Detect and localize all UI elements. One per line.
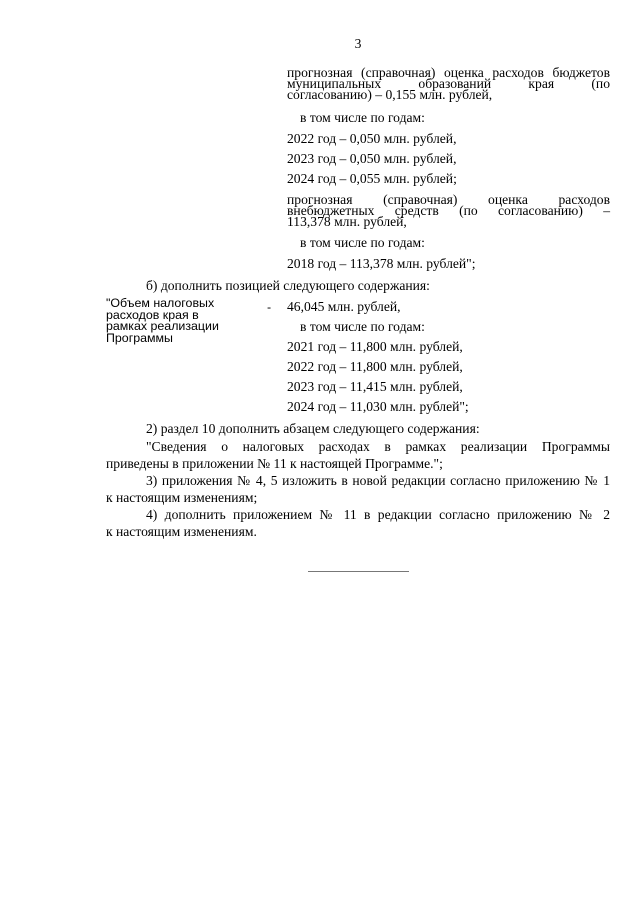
tax-position-label: [106, 298, 256, 344]
item-4-paragraph: [106, 506, 610, 540]
quote-line-1: "Сведения о налоговых расходах в рамках реализации Программы: [146, 439, 610, 454]
tax-label-line-1: "Объем налоговых: [106, 296, 215, 310]
separator-line: [308, 571, 409, 572]
item-2: 2) раздел 10 дополнить абзацем следующего содержания:: [146, 421, 480, 436]
by-years-label-2: в том числе по годам:: [300, 235, 425, 250]
tax-label-line-3: рамках реализации: [106, 319, 219, 334]
year-line-2023-a: 2023 год – 0,050 млн. рублей,: [287, 151, 457, 166]
page-number: 3: [354, 36, 362, 51]
forecast-offbudget-line-3: 113,378 млн. рублей,: [287, 214, 407, 229]
item-3-line-1: 3) приложения № 4, 5 изложить в новой редакции согласно приложению № 1: [146, 473, 610, 488]
item-3-paragraph: [106, 472, 610, 506]
tax-year-2023: 2023 год – 11,415 млн. рублей,: [287, 379, 463, 394]
quote-line-2: приведены в приложении № 11 к настоящей Программе.";: [106, 456, 443, 471]
tax-label-line-2: расходов края в: [106, 307, 199, 322]
tax-position-dash: -: [267, 300, 272, 314]
forecast-municipal-line-2: муниципальных образований края (по: [287, 76, 610, 91]
by-years-label-1: в том числе по годам:: [300, 110, 425, 125]
quote-paragraph: [106, 438, 610, 472]
forecast-offbudget-paragraph: [287, 194, 610, 227]
item-b: б) дополнить позицией следующего содержания:: [146, 278, 430, 293]
tax-total: 46,045 млн. рублей,: [287, 299, 401, 314]
forecast-offbudget-line-2: внебюджетных средств (по согласованию) –: [287, 203, 610, 218]
item-4-line-1: 4) дополнить приложением № 11 в редакции согласно приложению № 2: [146, 507, 610, 522]
tax-by-years-label: в том числе по годам:: [300, 319, 425, 334]
tax-label-line-4: Программы: [106, 330, 173, 345]
forecast-municipal-paragraph: [287, 67, 610, 100]
forecast-municipal-line-3: согласованию) – 0,155 млн. рублей,: [287, 87, 493, 102]
item-3-line-2: к настоящим изменениям;: [106, 490, 258, 505]
tax-year-2024: 2024 год – 11,030 млн. рублей";: [287, 399, 469, 414]
tax-year-2022: 2022 год – 11,800 млн. рублей,: [287, 359, 463, 374]
forecast-municipal-line-1: прогнозная (справочная) оценка расходов бюджетов: [287, 65, 610, 80]
year-line-2024-a: 2024 год – 0,055 млн. рублей;: [287, 171, 457, 186]
tax-year-2021: 2021 год – 11,800 млн. рублей,: [287, 339, 463, 354]
year-line-2022-a: 2022 год – 0,050 млн. рублей,: [287, 131, 457, 146]
item-4-line-2: к настоящим изменениям.: [106, 524, 257, 539]
forecast-offbudget-line-1: прогнозная (справочная) оценка расходов: [287, 192, 610, 207]
year-line-2018: 2018 год – 113,378 млн. рублей";: [287, 256, 476, 271]
